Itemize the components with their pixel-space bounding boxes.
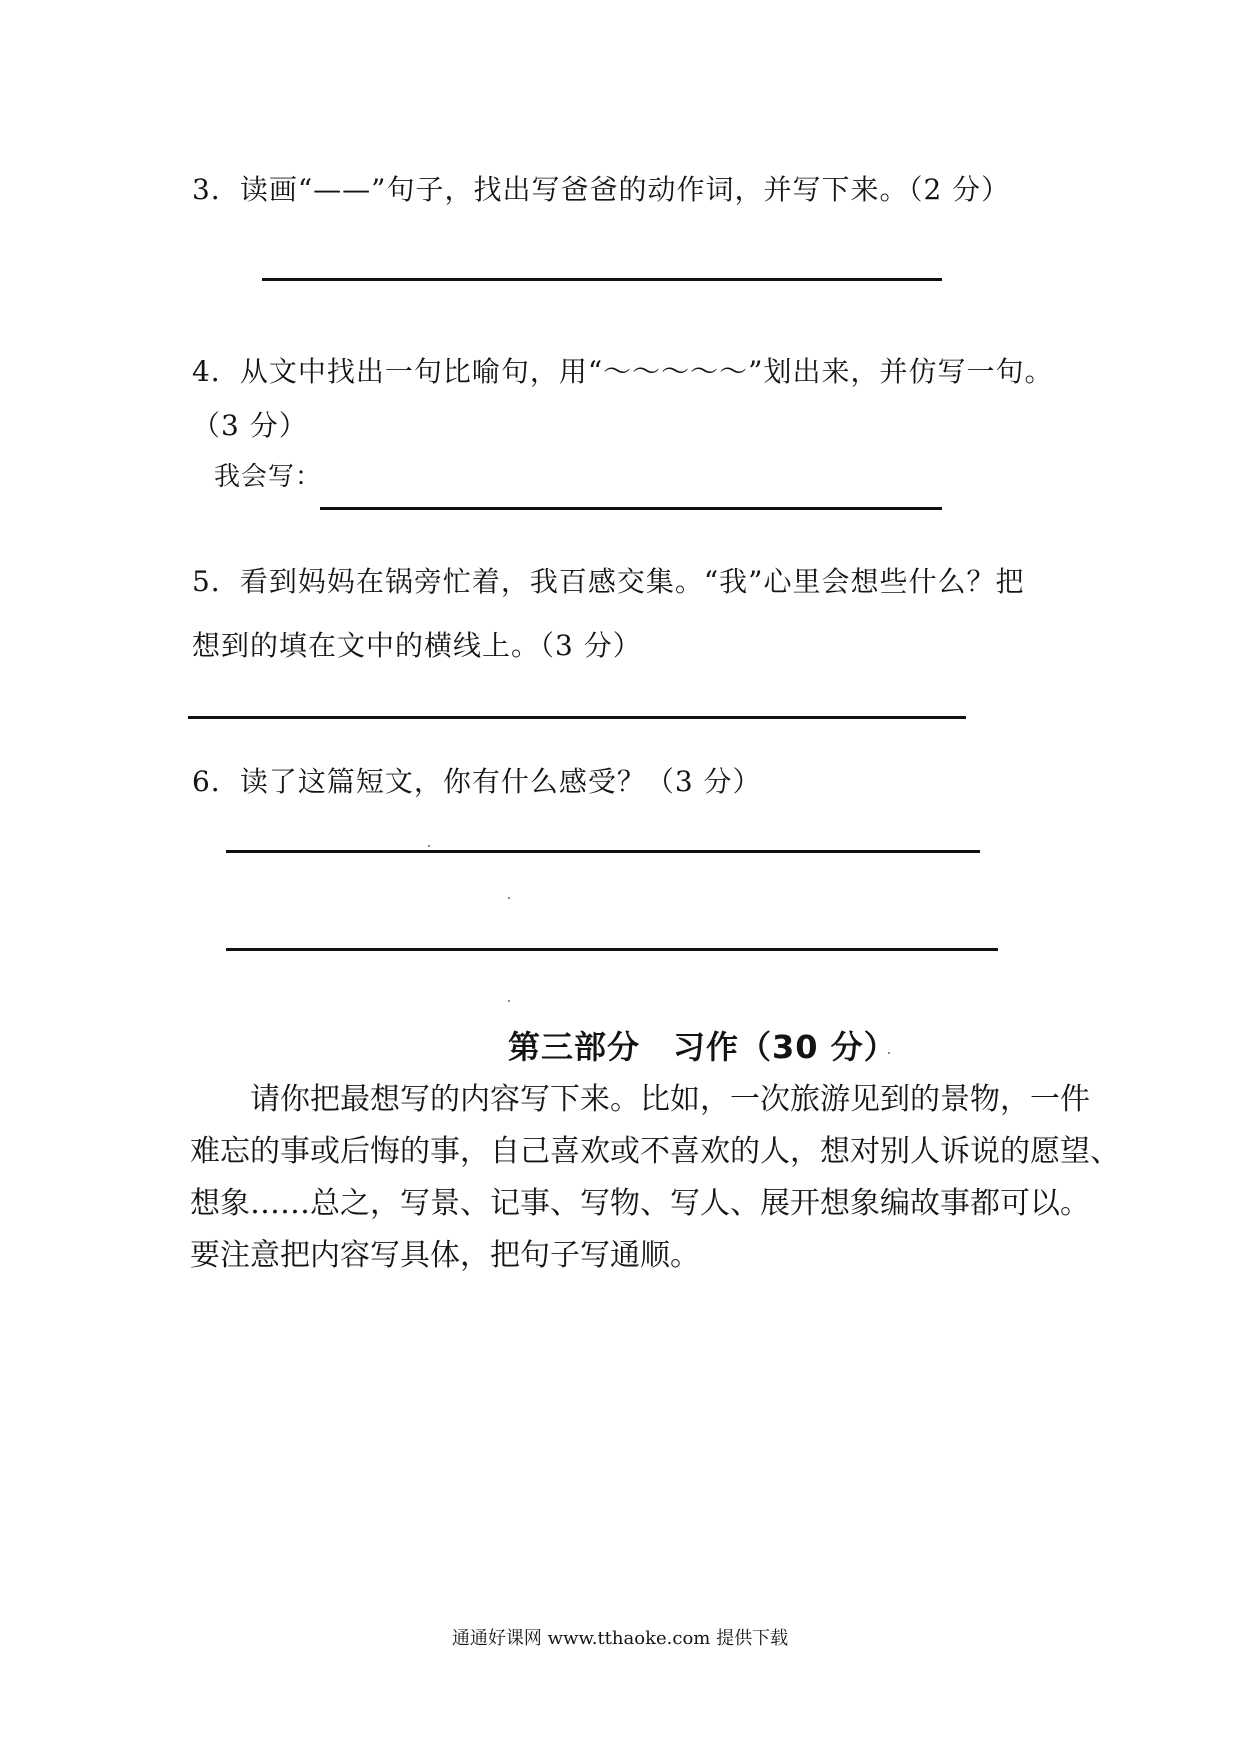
section-3-instructions <box>190 1074 1120 1282</box>
section-3-title: 第三部分 习作（30 分） <box>508 1028 897 1066</box>
answer-line-q6-1[interactable] <box>226 850 980 853</box>
instruction-line-2: 难忘的事或后悔的事，自己喜欢或不喜欢的人，想对别人诉说的愿望、 <box>190 1134 1120 1169</box>
question-4-prompt: 我会写： <box>214 462 323 492</box>
answer-line-q6-2[interactable] <box>226 948 998 951</box>
question-6: 6．读了这篇短文，你有什么感受？（3 分） <box>192 765 762 798</box>
footer-credit: 通通好课网 www.tthaoke.com 提供下载 <box>451 1628 789 1649</box>
question-5-line-1: 5．看到妈妈在锅旁忙着，我百感交集。“我”心里会想些什么？把 <box>192 565 1025 598</box>
instruction-line-4: 要注意把内容写具体，把句子写通顺。 <box>190 1238 700 1273</box>
scan-speck <box>508 897 510 899</box>
answer-line-q4[interactable] <box>320 507 942 510</box>
scan-speck <box>508 1000 510 1002</box>
instruction-line-3: 想象……总之，写景、记事、写物、写人、展开想象编故事都可以。 <box>190 1186 1090 1221</box>
answer-line-q3[interactable] <box>262 278 942 281</box>
question-4: 4．从文中找出一句比喻句，用“～～～～～”划出来，并仿写一句。 <box>192 355 1054 388</box>
question-3: 3．读画“——”句子，找出写爸爸的动作词，并写下来。（2 分） <box>192 173 1011 206</box>
question-5-line-2: 想到的填在文中的横线上。（3 分） <box>192 629 642 662</box>
instruction-line-1: 请你把最想写的内容写下来。比如，一次旅游见到的景物，一件 <box>190 1082 1090 1117</box>
answer-line-q5[interactable] <box>188 716 966 719</box>
question-4-score: （3 分） <box>192 409 308 442</box>
scan-speck <box>428 845 430 847</box>
